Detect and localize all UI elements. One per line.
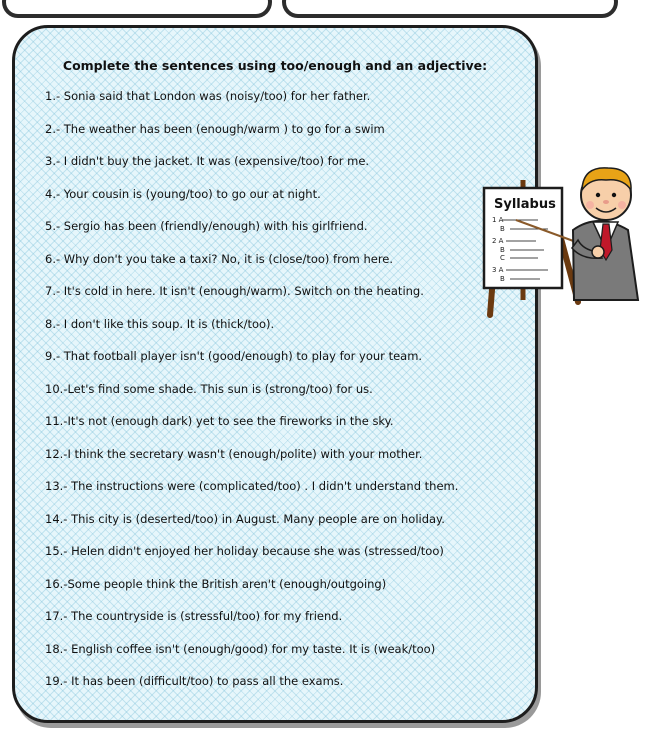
sentence-item: 5.- Sergio has been (friendly/enough) with his girlfriend. bbox=[45, 219, 368, 233]
sentence-item: 14.- This city is (deserted/too) in August. Many people are on holiday. bbox=[45, 511, 445, 526]
sentence-item: 2.- The weather has been (enough/warm ) to go for a swim bbox=[45, 121, 385, 136]
exercise-panel bbox=[12, 25, 538, 723]
sentence-item: 9.- That football player isn't (good/enough) to play for your team. bbox=[45, 349, 423, 363]
sentence-item: 4.- Your cousin is (young/too) to go our at night. bbox=[45, 186, 321, 201]
previous-exercise-box-left bbox=[2, 0, 272, 18]
sentence-item: 18.- English coffee isn't (enough/good) for my taste. It is (weak/too) bbox=[45, 641, 436, 656]
sentence-item: 6.- Why don't you take a taxi? No, it is (close/too) from here. bbox=[45, 251, 394, 266]
board-line: 2 A bbox=[492, 237, 504, 245]
sentence-item: 11.-It's not (enough dark) yet to see the fireworks in the sky. bbox=[45, 414, 394, 428]
sentence-item: 13.- The instructions were (complicated/too) . I didn't understand them. bbox=[45, 479, 459, 493]
sentence-item: 12.-I think the secretary wasn't (enough/polite) with your mother. bbox=[45, 446, 423, 461]
sentence-item: 8.- I don't like this soup. It is (thick/too). bbox=[45, 316, 275, 331]
board-line: 3 A bbox=[492, 266, 504, 274]
board-line: 1 A bbox=[492, 216, 504, 224]
sentence-item: 7.- It's cold in here. It isn't (enough/warm). Switch on the heating. bbox=[45, 284, 424, 298]
sentence-item: 19.- It has been (difficult/too) to pass all the exams. bbox=[45, 674, 344, 688]
board-line: B bbox=[500, 275, 505, 283]
previous-exercise-box-right bbox=[282, 0, 618, 18]
exercise-instructions: Complete the sentences using too/enough and an adjective: bbox=[62, 58, 488, 73]
sentence-item: 15.- Helen didn't enjoyed her holiday because she was (stressed/too) bbox=[45, 544, 444, 558]
sentence-item: 10.-Let's find some shade. This sun is (strong/too) for us. bbox=[45, 381, 373, 396]
board-title: Syllabus bbox=[494, 197, 556, 212]
sentence-item: 17.- The countryside is (stressful/too) for my friend. bbox=[45, 609, 343, 623]
sentence-list bbox=[45, 89, 515, 707]
board-line: B bbox=[500, 246, 505, 254]
sentence-item: 16.-Some people think the British aren't (enough/outgoing) bbox=[45, 576, 387, 591]
sentence-item: 3.- I didn't buy the jacket. It was (expensive/too) for me. bbox=[45, 154, 370, 168]
teacher-pointing-icon bbox=[478, 150, 653, 320]
sentence-item: 1.- Sonia said that London was (noisy/too) for her father. bbox=[45, 89, 371, 103]
board-line: B bbox=[500, 225, 505, 233]
board-line: C bbox=[500, 254, 505, 262]
